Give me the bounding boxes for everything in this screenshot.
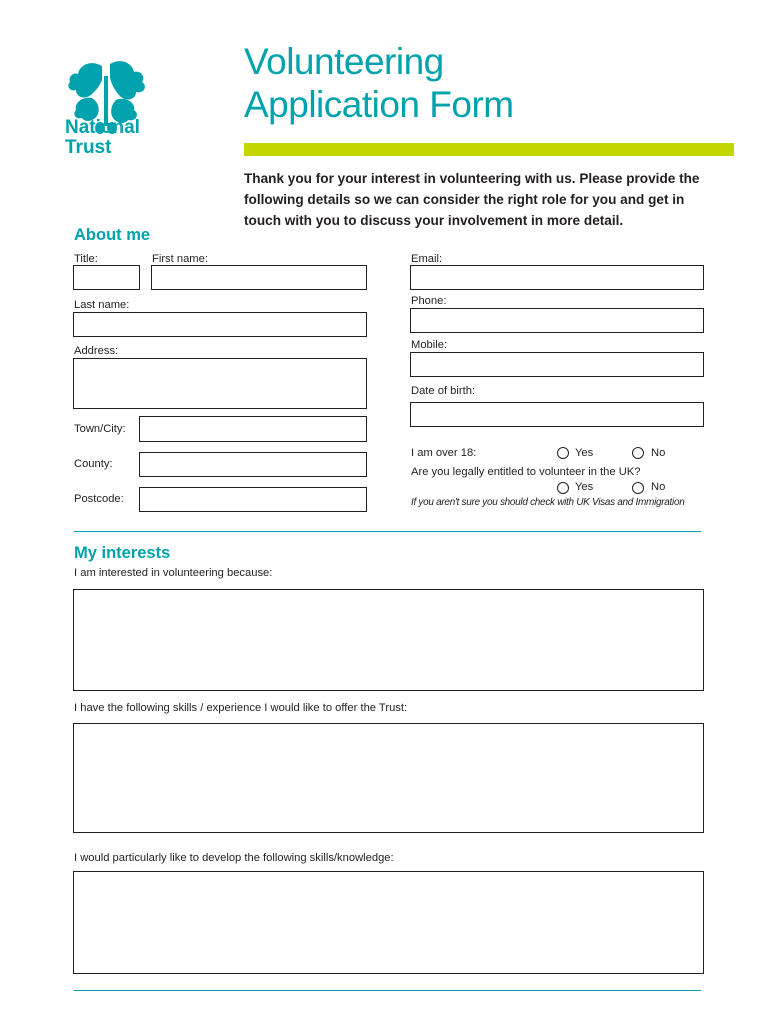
county-label: County: <box>74 458 113 470</box>
q2-textarea[interactable] <box>73 723 704 833</box>
q2-label: I have the following skills / experience I would like to offer the Trust: <box>74 702 408 714</box>
postcode-label: Postcode: <box>74 493 124 505</box>
last-name-label: Last name: <box>74 299 130 311</box>
q1-label: I am interested in volunteering because: <box>74 567 273 579</box>
address-input[interactable] <box>73 358 367 409</box>
bottom-divider <box>74 990 701 991</box>
over18-yes-radio[interactable] <box>557 447 569 459</box>
q3-label: I would particularly like to develop the following skills/knowledge: <box>74 852 394 864</box>
town-label: Town/City: <box>74 423 126 435</box>
first-name-input[interactable] <box>151 265 367 290</box>
entitled-yes-radio[interactable] <box>557 482 569 494</box>
dob-input[interactable] <box>410 402 704 427</box>
entitled-no-label: No <box>651 481 666 493</box>
postcode-input[interactable] <box>139 487 367 512</box>
county-input[interactable] <box>139 452 367 477</box>
phone-label: Phone: <box>411 295 447 307</box>
logo-text-line1: National <box>65 117 140 138</box>
title-line2: Application Form <box>244 84 514 125</box>
interests-heading: My interests <box>74 544 171 562</box>
email-input[interactable] <box>410 265 704 290</box>
over18-yes-label: Yes <box>575 447 594 459</box>
over18-no-label: No <box>651 447 666 459</box>
logo-text-line2: Trust <box>65 137 112 158</box>
first-name-label: First name: <box>152 253 208 265</box>
title-label: Title: <box>74 253 98 265</box>
entitled-no-radio[interactable] <box>632 482 644 494</box>
email-label: Email: <box>411 253 443 265</box>
about-heading: About me <box>74 226 151 244</box>
dob-label: Date of birth: <box>411 385 476 397</box>
accent-bar <box>244 143 734 156</box>
last-name-input[interactable] <box>73 312 367 337</box>
address-label: Address: <box>74 345 119 357</box>
title-line1: Volunteering <box>244 41 444 82</box>
intro-text: Thank you for your interest in volunteering with us. Please provide the following details so we can consider the right role for you and get in touch with you to discuss your involvement in more detail. <box>244 171 700 228</box>
over18-label: I am over 18: <box>411 447 477 459</box>
page-title <box>244 40 514 126</box>
section-divider <box>74 531 701 532</box>
title-input[interactable] <box>73 265 140 290</box>
over18-no-radio[interactable] <box>632 447 644 459</box>
entitled-yes-label: Yes <box>575 481 594 493</box>
q3-textarea[interactable] <box>73 871 704 974</box>
entitled-label: Are you legally entitled to volunteer in the UK? <box>411 466 641 478</box>
mobile-input[interactable] <box>410 352 704 377</box>
q1-textarea[interactable] <box>73 589 704 691</box>
phone-input[interactable] <box>410 308 704 333</box>
logo-wordmark <box>65 118 140 158</box>
mobile-label: Mobile: <box>411 339 448 351</box>
visa-note: If you aren't sure you should check with UK Visas and Immigration <box>411 497 685 508</box>
town-input[interactable] <box>139 416 367 442</box>
